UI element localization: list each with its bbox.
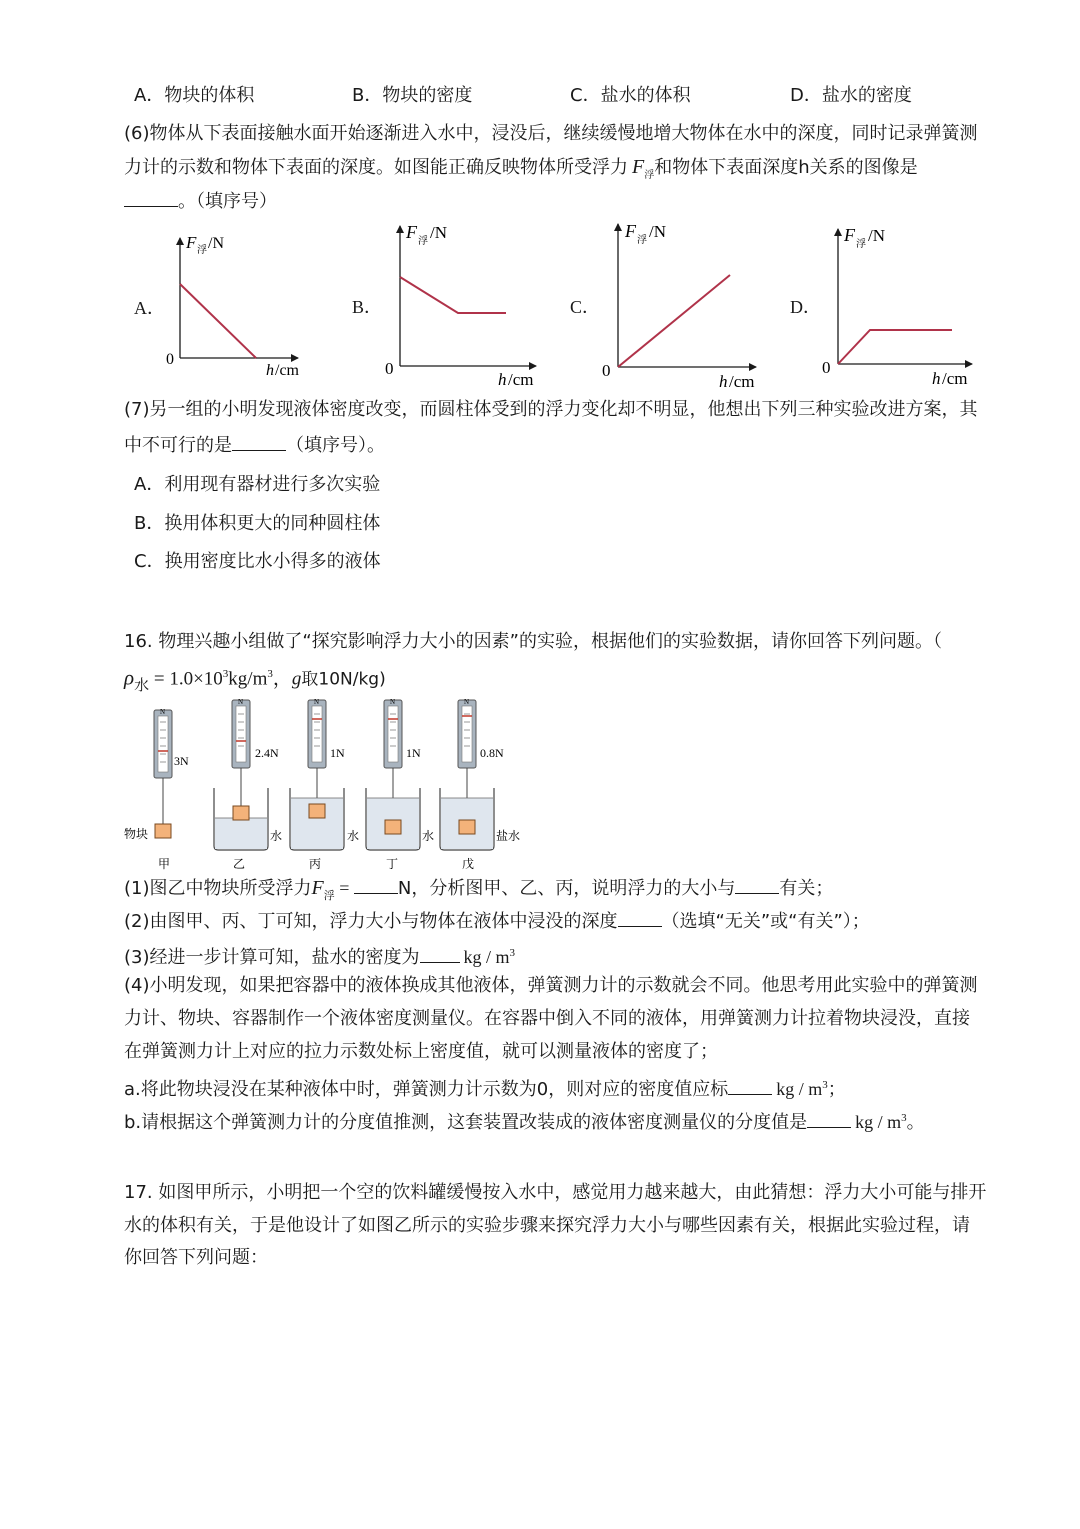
graph-c-origin: 0 [602, 361, 611, 380]
q6-line-3: 。（填序号） [124, 188, 277, 214]
q17-line-2: 水的体积有关，于是他设计了如图乙所示的实验步骤来探究浮力大小与哪些因素有关，根据此实验过程，请 [124, 1215, 970, 1236]
graph-d-ylabel: F [844, 225, 855, 245]
caption-wu: 戊 [462, 857, 475, 871]
q16-part-4-line-1: (4)小明发现，如果把容器中的液体换成其他液体，弹簧测力计的示数就会不同。他思考用此实验中的弹簧测 [124, 975, 978, 996]
scale-unit-bing: N [314, 698, 320, 706]
q5-option-b: B．物块的密度 [352, 85, 473, 106]
graph-a-yunit: /N [208, 235, 224, 252]
graph-d-ysub: 浮 [856, 239, 866, 250]
block-ding [385, 820, 401, 834]
q16-p4a-blank[interactable] [728, 1076, 772, 1095]
graph-c-letter: C． [570, 297, 601, 317]
scale-unit-ding: N [390, 698, 396, 706]
graph-a-xlabel: h [266, 362, 274, 379]
graph-b-xunit: /cm [508, 370, 534, 389]
graph-a-ysub: 浮 [197, 245, 207, 256]
q7-answer-blank[interactable] [232, 432, 286, 451]
graph-b-ysub: 浮 [418, 236, 428, 247]
q7-line-2: 中不可行的是 （填序号）。 [124, 432, 385, 458]
q16-p2-blank[interactable] [618, 908, 662, 927]
graph-b-letter: B． [352, 297, 383, 317]
graph-c [602, 221, 756, 391]
q16-p3-blank[interactable] [420, 944, 460, 963]
caption-ding: 丁 [386, 857, 399, 871]
graph-c-ylabel: F [625, 221, 636, 241]
q16-part-3: (3)经进一步计算可知，盐水的密度为 kg / $m^3$ [124, 941, 515, 970]
graph-d-origin: 0 [822, 358, 831, 377]
block-yi [233, 806, 249, 820]
scale-unit-wu: N [464, 698, 470, 706]
caption-jia: 甲 [158, 857, 171, 871]
label-water-bing: 水 [347, 829, 360, 843]
caption-bing: 丙 [309, 857, 322, 871]
label-block: 物块 [124, 827, 149, 841]
block-jia [155, 824, 171, 838]
q7-line-1: (7)另一组的小明发现液体密度改变，而圆柱体受到的浮力变化却不明显，他想出下列三种实验改进方案，其 [124, 399, 978, 420]
reading-jia: 3N [174, 754, 189, 768]
block-bing [309, 804, 325, 818]
graph-d [822, 225, 972, 388]
graph-d-yunit: /N [868, 226, 885, 245]
q16-part-4a: a.将此物块浸没在某种液体中时，弹簧测力计示数为0，则对应的密度值应标 kg / $m^3$； [124, 1073, 846, 1102]
q17-line-1: 17. 如图甲所示，小明把一个空的饮料罐缓慢按入水中，感觉用力越来越大，由此猜想：浮力大小可能与排开 [124, 1182, 987, 1203]
q5-option-d: D．盐水的密度 [790, 85, 912, 106]
graph-a-line [180, 284, 256, 358]
q6-line-1: (6)物体从下表面接触水面开始逐渐进入水中，浸没后，继续缓慢地增大物体在水中的深度，同时记录弹簧测 [124, 123, 978, 144]
graph-b-yunit: /N [430, 223, 447, 242]
caption-yi: 乙 [233, 857, 246, 871]
graph-c-xlabel: h [719, 372, 728, 391]
q16-part-4-line-2: 力计、物块、容器制作一个液体密度测量仪。在容器中倒入不同的液体，用弹簧测力计拉着物块浸没，直接 [124, 1008, 970, 1029]
scale-unit-yi: N [238, 698, 244, 706]
graph-b [385, 222, 536, 389]
graph-c-yunit: /N [649, 222, 666, 241]
reading-wu: 0.8N [480, 746, 504, 760]
graph-a-origin: 0 [166, 351, 174, 368]
graph-d-letter: D． [790, 297, 821, 317]
scale-unit-jia: N [160, 708, 166, 716]
spring-scale-jia [154, 710, 172, 838]
graph-c-xunit: /cm [729, 372, 755, 391]
q6-answer-blank[interactable] [124, 188, 178, 207]
q6-graphs [0, 215, 1080, 395]
q16-line-2: $\rho_水 = 1.0\times 10^3kg/m^3$，g取10N/kg) [124, 665, 386, 695]
reading-yi: 2.4N [255, 746, 279, 760]
q7-option-c: C．换用密度比水小得多的液体 [134, 551, 381, 572]
spring-scale-bing [290, 700, 344, 850]
q7-option-b: B．换用体积更大的同种圆柱体 [134, 513, 381, 534]
graph-d-xunit: /cm [942, 369, 968, 388]
q16-p1-blank-1[interactable] [354, 875, 398, 894]
reading-bing: 1N [330, 746, 345, 760]
graph-a-letter: A． [134, 298, 165, 318]
graph-a [166, 233, 300, 379]
q7-option-a: A．利用现有器材进行多次实验 [134, 474, 381, 495]
graph-d-line [838, 330, 952, 364]
graph-c-ysub: 浮 [637, 235, 647, 246]
graph-b-origin: 0 [385, 359, 394, 378]
spring-scale-yi [214, 700, 268, 850]
q16-part-4-line-3: 在弹簧测力计上对应的拉力示数处标上密度值，就可以测量液体的密度了； [124, 1041, 718, 1062]
q17-line-3: 你回答下列问题： [124, 1247, 268, 1268]
label-water-yi: 水 [270, 829, 283, 843]
q5-option-c: C．盐水的体积 [570, 85, 691, 106]
block-wu [459, 820, 475, 834]
graph-c-line [618, 275, 730, 367]
q16-line-1: 16. 物理兴趣小组做了“探究影响浮力大小的因素”的实验，根据他们的实验数据，请你回答下列问题。（ [124, 631, 942, 652]
q16-experiment-figure [118, 695, 538, 880]
q16-p4b-blank[interactable] [807, 1109, 851, 1128]
q16-part-2: (2)由图甲、丙、丁可知，浮力大小与物体在液体中浸没的深度 （选填“无关”或“有关”）； [124, 908, 870, 934]
q16-p1-blank-2[interactable] [735, 875, 779, 894]
spring-scale-wu [440, 700, 494, 850]
graph-d-xlabel: h [932, 369, 941, 388]
spring-scale-ding [366, 700, 420, 850]
graph-a-ylabel: F [186, 233, 197, 252]
q16-part-1: (1)图乙中物块所受浮力$F_浮 = N$，分析图甲、乙、丙，说明浮力的大小与 有关； [124, 877, 834, 902]
graph-b-line [400, 277, 506, 313]
reading-ding: 1N [406, 746, 421, 760]
q5-option-a: A．物块的体积 [134, 85, 255, 106]
graph-a-xunit: /cm [275, 362, 299, 379]
label-water-ding: 水 [422, 829, 435, 843]
graph-b-ylabel: F [406, 222, 417, 242]
q16-part-4b: b.请根据这个弹簧测力计的分度值推测，这套装置改装成的液体密度测量仪的分度值是 kg / $m^3$。 [124, 1106, 925, 1135]
graph-b-xlabel: h [498, 370, 507, 389]
q6-line-2: 力计的示数和物体下表面的深度。如图能正确反映物体所受浮力 $F_浮$和物体下表面深度h关系的图像是 [124, 156, 918, 181]
label-saltwater: 盐水 [496, 829, 521, 843]
